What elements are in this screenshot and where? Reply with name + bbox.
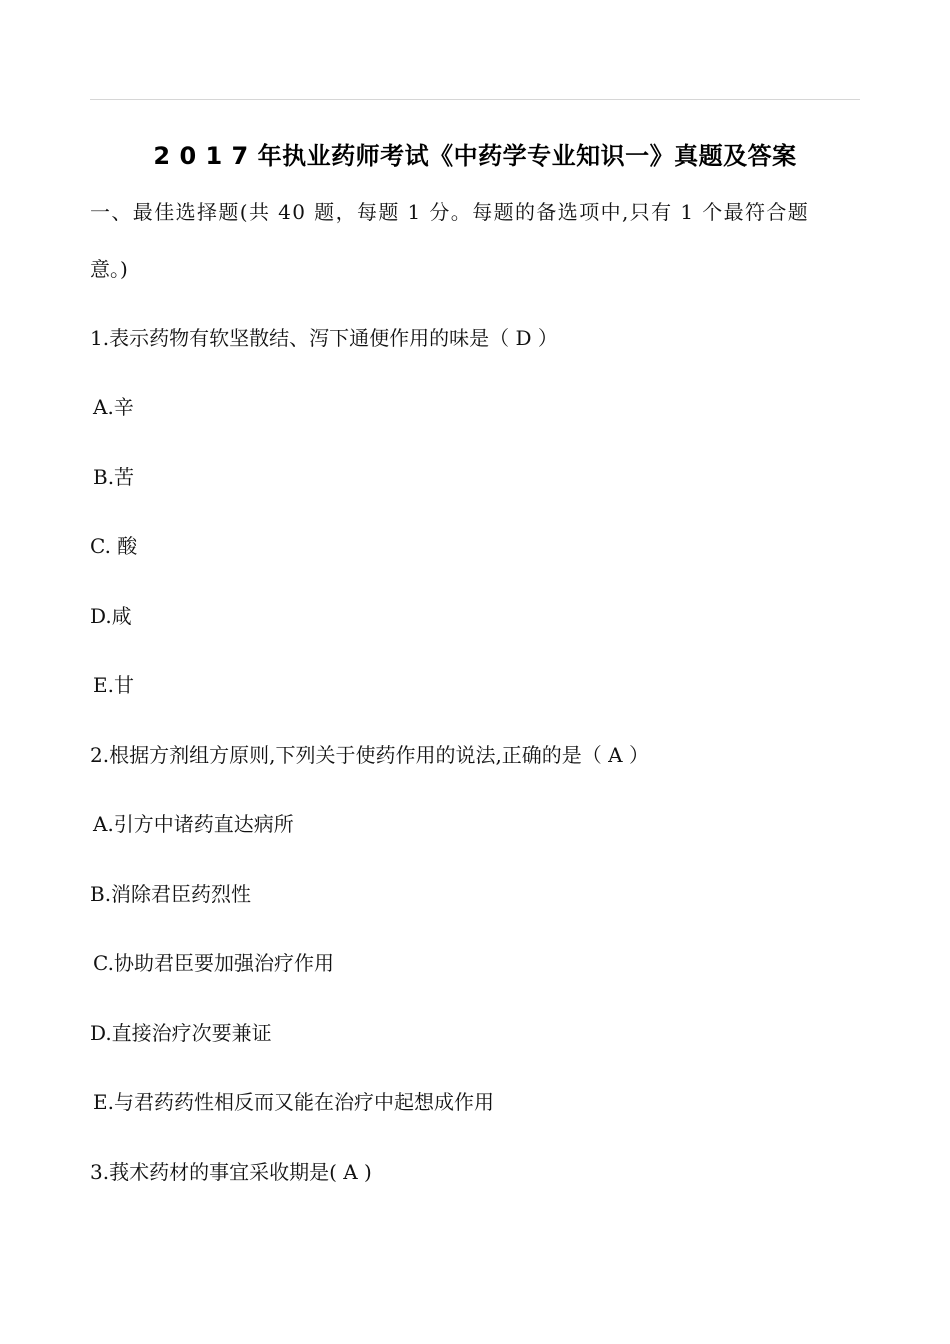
question-2-option-b: B.消除君臣药烈性 xyxy=(90,882,252,906)
question-2-option-e: E.与君药药性相反而又能在治疗中起想成作用 xyxy=(93,1090,494,1114)
question-1-option-c: C. 酸 xyxy=(90,534,138,558)
section-heading-continued: 意。) xyxy=(90,257,128,281)
question-2-stem: 2.根据方剂组方原则,下列关于使药作用的说法,正确的是（ A ） xyxy=(90,743,649,767)
question-1-option-e: E.甘 xyxy=(93,673,134,697)
document-title: 2 0 1 7 年执业药师考试《中药学专业知识一》真题及答案 xyxy=(153,142,797,170)
question-3-stem: 3.莪术药材的事宜采收期是( A ) xyxy=(90,1160,372,1184)
question-1-stem: 1.表示药物有软坚散结、泻下通便作用的味是（ D ） xyxy=(90,326,558,350)
question-1-option-d: D.咸 xyxy=(90,604,132,628)
header-divider xyxy=(90,99,860,100)
question-2-option-c: C.协助君臣要加强治疗作用 xyxy=(93,951,334,975)
question-1-option-a: A.辛 xyxy=(93,395,134,419)
question-1-option-b: B.苦 xyxy=(93,465,135,489)
question-2-option-d: D.直接治疗次要兼证 xyxy=(90,1021,272,1045)
section-heading: 一、最佳选择题(共 40 题，每题 1 分。每题的备选项中,只有 1 个最符合题 xyxy=(90,200,810,224)
question-2-option-a: A.引方中诸药直达病所 xyxy=(93,812,294,836)
